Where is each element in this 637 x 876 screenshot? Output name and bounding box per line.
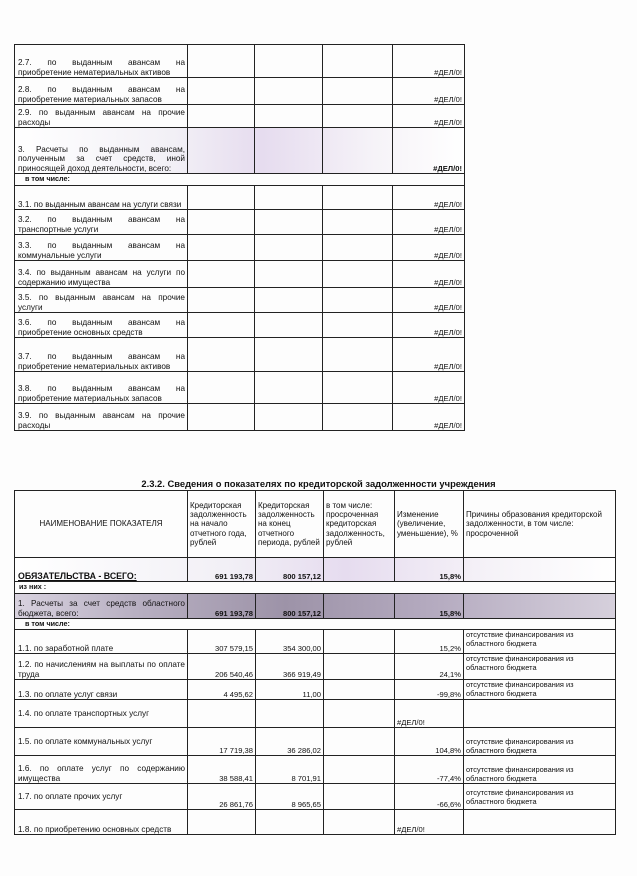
column-header-reason: Причины образования кредиторской задолженности, в том числе: просроченной	[464, 491, 616, 558]
table-row	[15, 680, 616, 700]
table-header-row	[15, 491, 616, 558]
change-value: #ДЕЛ/0!	[393, 210, 465, 235]
end-value: 36 286,02	[256, 728, 324, 756]
start-value: 307 579,15	[188, 630, 256, 654]
table-row	[15, 582, 616, 594]
table-row	[15, 105, 465, 128]
table-row	[15, 372, 465, 404]
reason-value: отсутствие финансирования из областного бюджета	[464, 728, 616, 756]
change-value: #ДЕЛ/0!	[393, 105, 465, 128]
change-value: #ДЕЛ/0!	[393, 186, 465, 210]
table-row	[15, 45, 465, 78]
table-row	[15, 619, 616, 630]
row-name: 1.4. по оплате транспортных услуг	[15, 700, 188, 728]
overdue-value	[324, 700, 395, 728]
start-value: 4 495,62	[188, 680, 256, 700]
overdue-value	[324, 784, 395, 810]
start-value: 17 719,38	[188, 728, 256, 756]
row-name: 3.7. по выданным авансам на приобретение нематериальных активов	[15, 338, 188, 372]
start-value: 26 861,76	[188, 784, 256, 810]
change-value: -66,6%	[395, 784, 464, 810]
table-row	[15, 313, 465, 338]
row-name: 1.8. по приобретению основных средств	[15, 810, 188, 835]
table-row	[15, 186, 465, 210]
section-title: 2.3.2. Сведения о показателях по кредиторской задолженности учреждения	[141, 478, 496, 489]
table-row	[15, 784, 616, 810]
change-value: #ДЕЛ/0!	[393, 313, 465, 338]
table-row	[15, 594, 616, 619]
receivables-table-continuation	[14, 44, 465, 431]
table-row	[15, 756, 616, 784]
change-value: #ДЕЛ/0!	[393, 338, 465, 372]
reason-value: отсутствие финансирования из областного бюджета	[464, 784, 616, 810]
reason-value	[464, 700, 616, 728]
change-value: 15,8%	[395, 558, 464, 582]
table-row	[15, 261, 465, 288]
change-value: #ДЕЛ/0!	[393, 78, 465, 105]
row-name: ОБЯЗАТЕЛЬСТВА - ВСЕГО:	[15, 558, 188, 582]
change-value: -77,4%	[395, 756, 464, 784]
table-row	[15, 654, 616, 680]
row-name: 1.1. по заработной плате	[15, 630, 188, 654]
reason-value: отсутствие финансирования из областного бюджета	[464, 756, 616, 784]
table-row	[15, 288, 465, 313]
table-row	[15, 338, 465, 372]
change-value: #ДЕЛ/0!	[393, 288, 465, 313]
end-value: 800 157,12	[256, 594, 324, 619]
column-header-name: НАИМЕНОВАНИЕ ПОКАЗАТЕЛЯ	[15, 491, 188, 558]
reason-value: отсутствие финансирования из областного бюджета	[464, 630, 616, 654]
end-value	[256, 700, 324, 728]
change-value: 104,8%	[395, 728, 464, 756]
change-value: 15,2%	[395, 630, 464, 654]
start-value: 38 588,41	[188, 756, 256, 784]
row-name: 3. Расчеты по выданным авансам, полученным за счет средств, иной приносящей доход деятельности, всего:	[15, 128, 188, 174]
change-value: 15,8%	[395, 594, 464, 619]
table-row	[15, 174, 465, 186]
end-value: 8 965,65	[256, 784, 324, 810]
row-name: 3.2. по выданным авансам на транспортные услуги	[15, 210, 188, 235]
table-row-total	[15, 558, 616, 582]
table-row	[15, 128, 465, 174]
row-name: 1.7. по оплате прочих услуг	[15, 784, 188, 810]
overdue-value	[324, 630, 395, 654]
subheading: в том числе:	[15, 174, 465, 186]
overdue-value	[324, 680, 395, 700]
row-name: 3.4. по выданным авансам на услуги по содержанию имущества	[15, 261, 188, 288]
change-value: #ДЕЛ/0!	[393, 128, 465, 174]
column-header-end: Кредиторская задолженность на конец отчетного периода, рублей	[256, 491, 324, 558]
start-value: 691 193,78	[188, 558, 256, 582]
end-value	[256, 810, 324, 835]
row-name: 2.9. по выданным авансам на прочие расходы	[15, 105, 188, 128]
row-name: 1.6. по оплате услуг по содержанию имущества	[15, 756, 188, 784]
overdue-value	[324, 810, 395, 835]
row-name: 3.3. по выданным авансам на коммунальные услуги	[15, 235, 188, 261]
reason-value	[464, 558, 616, 582]
table-row	[15, 78, 465, 105]
table-row	[15, 404, 465, 431]
row-name: 2.7. по выданным авансам на приобретение нематериальных активов	[15, 45, 188, 78]
end-value: 366 919,49	[256, 654, 324, 680]
start-value	[188, 700, 256, 728]
change-value: #ДЕЛ/0!	[395, 700, 464, 728]
change-value: -99,8%	[395, 680, 464, 700]
change-value: #ДЕЛ/0!	[395, 810, 464, 835]
overdue-value	[324, 728, 395, 756]
overdue-value	[324, 558, 395, 582]
overdue-value	[324, 654, 395, 680]
end-value: 11,00	[256, 680, 324, 700]
start-value	[188, 810, 256, 835]
change-value: 24,1%	[395, 654, 464, 680]
change-value: #ДЕЛ/0!	[393, 45, 465, 78]
row-name: 1.2. по начислениям на выплаты по оплате труда	[15, 654, 188, 680]
overdue-value	[324, 756, 395, 784]
row-name: 3.6. по выданным авансам на приобретение основных средств	[15, 313, 188, 338]
row-name: 2.8. по выданным авансам на приобретение материальных запасов	[15, 78, 188, 105]
end-value: 800 157,12	[256, 558, 324, 582]
change-value: #ДЕЛ/0!	[393, 235, 465, 261]
table-row	[15, 235, 465, 261]
overdue-value	[324, 594, 395, 619]
table-row	[15, 728, 616, 756]
payables-table	[14, 490, 616, 835]
row-name: 1. Расчеты за счет средств областного бюджета, всего:	[15, 594, 188, 619]
row-name: 3.8. по выданным авансам на приобретение материальных запасов	[15, 372, 188, 404]
table-row	[15, 700, 616, 728]
end-value: 354 300,00	[256, 630, 324, 654]
row-name: 1.5. по оплате коммунальных услуг	[15, 728, 188, 756]
end-value: 8 701,91	[256, 756, 324, 784]
reason-value: отсутствие финансирования из областного бюджета	[464, 654, 616, 680]
change-value: #ДЕЛ/0!	[393, 261, 465, 288]
table-row	[15, 210, 465, 235]
start-value: 691 193,78	[188, 594, 256, 619]
row-name: 1.3. по оплате услуг связи	[15, 680, 188, 700]
reason-value	[464, 810, 616, 835]
subheading: в том числе:	[15, 619, 616, 630]
column-header-start: Кредиторская задолженность на начало отчетного года, рублей	[188, 491, 256, 558]
reason-value	[464, 594, 616, 619]
column-header-overdue: в том числе: просроченная кредиторская задолженность, рублей	[324, 491, 395, 558]
table-row	[15, 810, 616, 835]
column-header-change: Изменение (увеличение, уменьшение), %	[395, 491, 464, 558]
table-row	[15, 630, 616, 654]
change-value: #ДЕЛ/0!	[393, 372, 465, 404]
reason-value: отсутствие финансирования из областного бюджета	[464, 680, 616, 700]
row-name: 3.1. по выданным авансам на услуги связи	[15, 186, 188, 210]
row-name: 3.9. по выданным авансам на прочие расходы	[15, 404, 188, 431]
change-value: #ДЕЛ/0!	[393, 404, 465, 431]
subheading: из них :	[15, 582, 616, 594]
row-name: 3.5. по выданным авансам на прочие услуги	[15, 288, 188, 313]
start-value: 206 540,46	[188, 654, 256, 680]
